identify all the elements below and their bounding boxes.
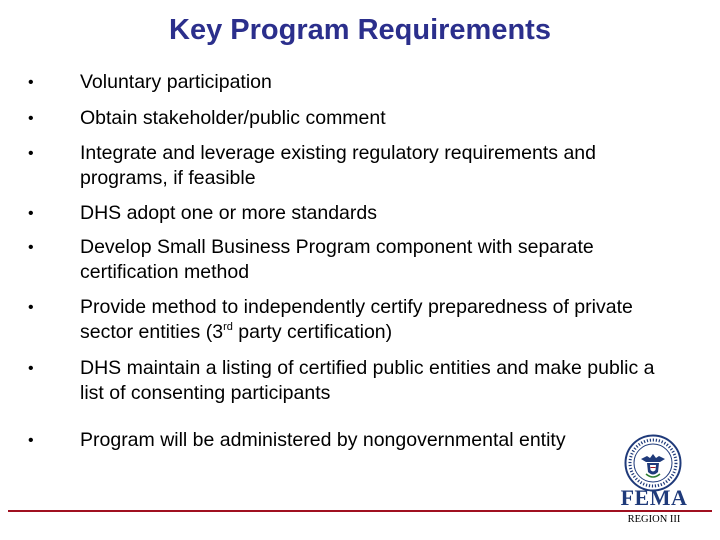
bullet-text: Voluntary participation [80, 71, 272, 93]
bullet-marker: • [28, 432, 34, 449]
bullet-text: DHS adopt one or more standards [80, 202, 377, 224]
footer-rule [8, 510, 712, 512]
bullet-marker: • [28, 110, 34, 127]
bullet-text: DHS maintain a listing of certified public entities and make public a list of consenting participants [80, 357, 655, 404]
bullet-text: Develop Small Business Program component with separate certification method [80, 236, 594, 283]
bullet-text-part: Provide method to independently certify preparedness of private sector entities (3 [80, 296, 633, 343]
bullet-marker: • [28, 239, 34, 256]
bullet-text: Integrate and leverage existing regulatory requirements and programs, if feasible [80, 142, 596, 189]
bullet-text: Obtain stakeholder/public comment [80, 107, 386, 129]
superscript-ordinal: rd [223, 321, 233, 333]
bullet-text [80, 295, 665, 345]
bullet-text-part: party certification) [232, 321, 393, 343]
slide-title: Key Program Requirements [169, 14, 551, 46]
bullet-marker: • [28, 299, 34, 316]
fema-logo: FEMA [620, 485, 688, 510]
bullet-marker: • [28, 205, 34, 222]
region-label: REGION III [627, 514, 681, 525]
bullet-text: Program will be administered by nongovernmental entity [80, 429, 566, 451]
dhs-seal-icon [624, 434, 682, 492]
bullet-marker: • [28, 360, 34, 377]
bullet-marker: • [28, 145, 34, 162]
bullet-marker: • [28, 74, 34, 91]
